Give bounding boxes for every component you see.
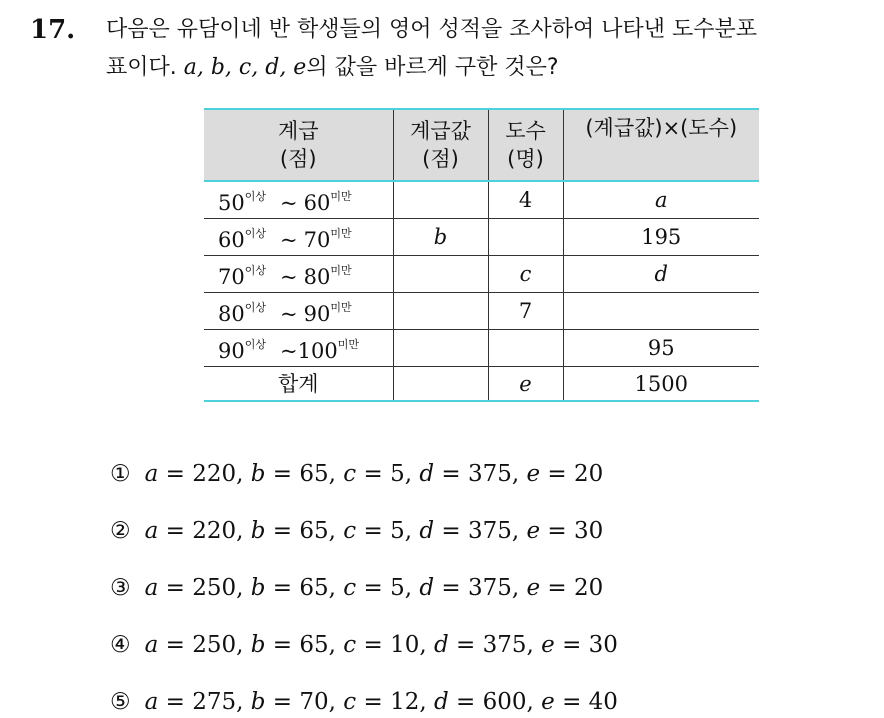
class-value-cell — [393, 181, 488, 219]
product-cell — [563, 293, 759, 330]
question-text-line2 — [106, 50, 559, 86]
class-range: $70^{이상}$ ~ $80^{미만}$ — [204, 256, 393, 293]
choice-marker: ② — [110, 518, 131, 544]
class-range: $90^{이상}$ $\sim 100^{미만}$ — [204, 330, 393, 367]
table-header-row — [204, 109, 759, 181]
table-row — [204, 330, 759, 367]
choice-marker: ③ — [110, 575, 131, 601]
table-total-row — [204, 367, 759, 402]
choice-5[interactable] — [110, 686, 618, 718]
table-row — [204, 219, 759, 256]
choice-marker: ⑤ — [110, 689, 131, 715]
question-number: 17. — [30, 15, 76, 45]
class-range: $60^{이상}$ ~ $70^{미만}$ — [204, 219, 393, 256]
table-row — [204, 293, 759, 330]
total-product: 1500 — [563, 367, 759, 402]
choice-3[interactable] — [110, 572, 603, 604]
header-frequency: 도수 (명) — [488, 109, 563, 181]
header-class: 계급 (점) — [204, 109, 393, 181]
class-value-cell — [393, 293, 488, 330]
frequency-cell: 4 — [488, 181, 563, 219]
class-value-cell: b — [393, 219, 488, 256]
class-range: $80^{이상}$ ~ $90^{미만}$ — [204, 293, 393, 330]
question-variables: a, b, c, d, e — [183, 55, 307, 80]
question-text-line1: 다음은 유담이네 반 학생들의 영어 성적을 조사하여 나타낸 도수분포 — [106, 17, 758, 42]
product-cell: a — [563, 181, 759, 219]
total-label: 합계 — [204, 367, 393, 402]
class-value-cell — [393, 256, 488, 293]
choice-marker: ④ — [110, 632, 131, 658]
header-class-value: 계급값 (점) — [393, 109, 488, 181]
product-cell: d — [563, 256, 759, 293]
choice-text: a = 275, b = 70, c = 12, d = 600, e = 40 — [144, 689, 618, 715]
frequency-cell — [488, 219, 563, 256]
table-row — [204, 181, 759, 219]
header-product: (계급값)×(도수) — [563, 109, 759, 181]
question-text-prefix: 표이다. — [106, 55, 184, 80]
choice-text: a = 220, b = 65, c = 5, d = 375, e = 30 — [144, 518, 604, 544]
frequency-cell: c — [488, 256, 563, 293]
frequency-cell: 7 — [488, 293, 563, 330]
frequency-table — [204, 108, 759, 402]
question-text-suffix: 의 값을 바르게 구한 것은? — [306, 55, 559, 80]
choice-1[interactable] — [110, 458, 603, 490]
product-cell: 195 — [563, 219, 759, 256]
choice-text: a = 220, b = 65, c = 5, d = 375, e = 20 — [144, 461, 604, 487]
choice-2[interactable] — [110, 515, 603, 547]
choice-4[interactable] — [110, 629, 618, 661]
frequency-cell — [488, 330, 563, 367]
choice-text: a = 250, b = 65, c = 10, d = 375, e = 30 — [144, 632, 618, 658]
table-row — [204, 256, 759, 293]
class-value-cell — [393, 330, 488, 367]
product-cell: 95 — [563, 330, 759, 367]
choice-marker: ① — [110, 461, 131, 487]
class-range: $50^{이상}$ ~ $60^{미만}$ — [204, 181, 393, 219]
total-class-value — [393, 367, 488, 402]
choice-text: a = 250, b = 65, c = 5, d = 375, e = 20 — [144, 575, 604, 601]
total-frequency: e — [488, 367, 563, 402]
